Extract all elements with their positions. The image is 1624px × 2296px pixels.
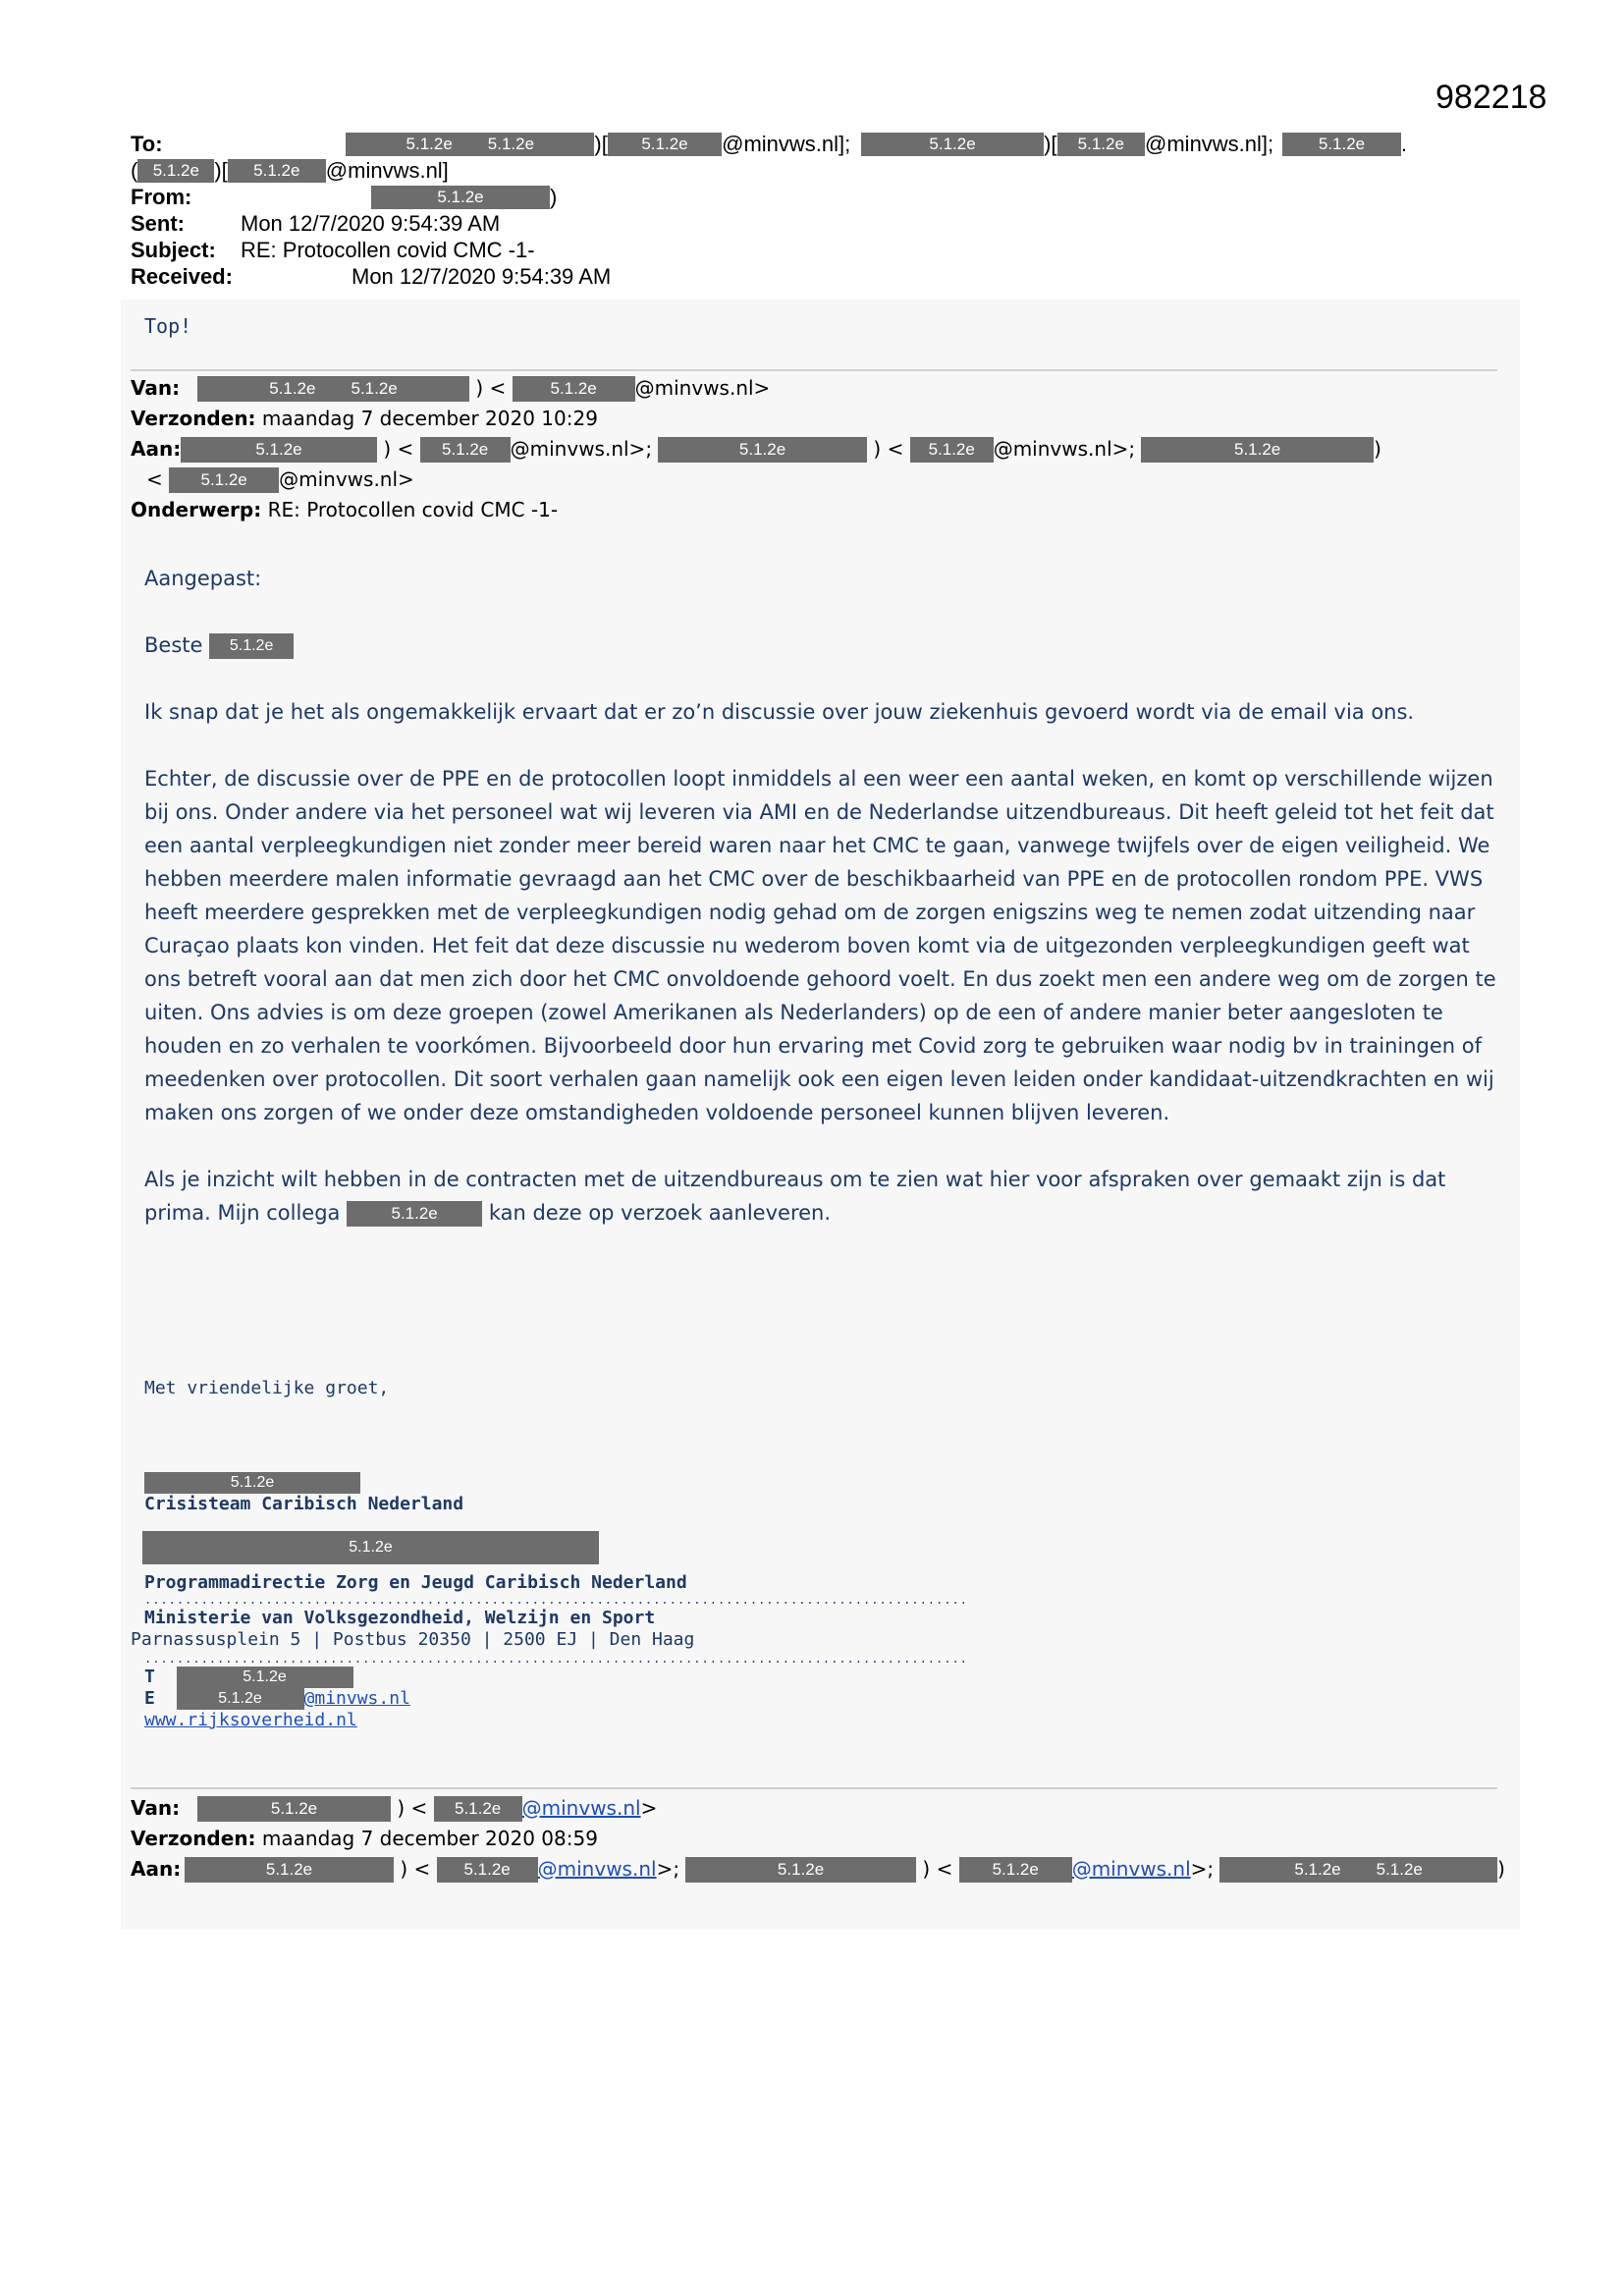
to-row-continued: ( 5.1.2e )[ 5.1.2e @minvws.nl]: [131, 158, 449, 183]
redaction-box: 5.1.2e 5.1.2e: [197, 376, 469, 402]
address: Parnassusplein 5 | Postbus 20350 | 2500 EJ | Den Haag: [131, 1629, 695, 1650]
email-domain: @minvws.nl];: [722, 132, 851, 156]
received-row: [131, 263, 1407, 290]
van-label: Van:: [131, 376, 181, 400]
email-domain: @minvws.nl>: [634, 376, 771, 400]
received-label: Received:: [131, 264, 233, 289]
document-number: 982218: [1435, 79, 1547, 116]
redaction-box: 5.1.2e: [181, 437, 377, 463]
subject-value: RE: Protocollen covid CMC -1-: [241, 238, 535, 262]
aan-row: Aan: 5.1.2e ) < 5.1.2e @minvws.nl >; 5.1.2e ) < 5.1.2e @minvws.nl >; 5.1.2e 5.1.2e ): [131, 1854, 1525, 1885]
from-row: From: 5.1.2e ): [131, 185, 558, 209]
sent-label: Sent:: [131, 211, 185, 236]
received-value: Mon 12/7/2020 9:54:39 AM: [352, 264, 612, 289]
subject-label: Subject:: [131, 238, 216, 262]
redaction-box: 5.1.2e: [177, 1688, 304, 1710]
van-label: Van:: [131, 1796, 181, 1820]
redaction-box: 5.1.2e: [608, 133, 722, 156]
divider: [131, 369, 1497, 371]
forward-header-2: [131, 1793, 1525, 1885]
directie-name: Programmadirectie Zorg en Jeugd Caribisch Nederland: [144, 1572, 687, 1593]
redaction-box: 5.1.2e: [137, 159, 214, 183]
email-domain: @minvws.nl>;: [510, 437, 653, 461]
forward-header-1: [131, 373, 1525, 525]
signature-block: Met vriendelijke groet, 5.1.2e Crisisteam Caribisch Nederland 5.1.2e Programmadirectie Zorg en Jeugd Caribisch Nederland ...................................................................................................... Ministerie van Volksgezondheid, Welzijn en Sport Parnassusplein 5 | Postbus 20350 | 2500 EJ | Den Haag ...................................................................................................... T 5.1.2e E 5.1.2e @minvws.nl www.rijksoverheid.nl: [131, 1378, 968, 1730]
aangepast-text: Aangepast:: [144, 567, 262, 590]
redaction-box: 5.1.2e 5.1.2e: [346, 133, 594, 156]
redaction-box: 5.1.2e: [1057, 133, 1145, 156]
redaction-box: 5.1.2e: [185, 1857, 394, 1883]
to-label: To:: [131, 132, 163, 156]
redaction-box: 5.1.2e: [144, 1472, 360, 1494]
email-link[interactable]: @minvws.nl: [521, 1796, 641, 1820]
redaction-box: 5.1.2e: [228, 159, 326, 183]
top-reply-text: Top!: [144, 314, 192, 338]
subject-row: [131, 237, 1407, 263]
verzonden-row: [131, 1824, 1525, 1854]
greeting: Beste 5.1.2e: [144, 629, 1509, 662]
email-domain: @minvws.nl];: [1145, 132, 1274, 156]
email-row: E 5.1.2e @minvws.nl: [144, 1688, 410, 1709]
email-link[interactable]: @minvws.nl: [303, 1688, 410, 1709]
website-link[interactable]: www.rijksoverheid.nl: [144, 1710, 357, 1730]
aan-row: Aan: 5.1.2e ) < 5.1.2e @minvws.nl>; 5.1.2e ) < 5.1.2e @minvws.nl>; 5.1.2e ): [131, 434, 1525, 465]
from-label: From:: [131, 185, 192, 209]
to-row: To: 5.1.2e 5.1.2e )[ 5.1.2e @minvws.nl]; 5.1.2e )[ 5.1.2e @minvws.nl]; 5.1.2e .: [131, 132, 1408, 156]
email-domain: @minvws.nl>: [279, 467, 414, 491]
email-link[interactable]: @minvws.nl: [537, 1857, 657, 1881]
redaction-box: 5.1.2e: [658, 437, 867, 463]
verzonden-value: maandag 7 december 2020 08:59: [261, 1827, 598, 1850]
redaction-box: 5.1.2e: [513, 376, 635, 402]
paragraph-2: Echter, de discussie over de PPE en de protocollen loopt inmiddels al een weer een aantal weken, en komt op verschillende wijzen bij ons. Onder andere via het personeel wat wij leveren via AMI en de Nederlandse uitzendbureaus. Dit heeft geleid tot het feit dat een aantal verpleegkundigen niet zonder meer bereid waren naar het CMC te gaan, vanwege twijfels over de eigen veiligheid. We hebben meerdere malen informatie gevraagd aan het CMC over de beschikbaarheid van PPE en de protocollen rondom PPE. VWS heeft meerdere gesprekken met de verpleegkundigen nodig gehad om de zorgen enigszins weg te nemen zodat uitzending naar Curaçao plaats kon vinden. Het feit dat deze discussie nu wederom boven komt via de uitgezonden verpleegkundigen geeft wat ons betreft vooral aan dat men zich door het CMC onvoldoende gehoord voelt. En dus zoekt men een andere weg om de zorgen te uiten. Ons advies is om deze groepen (zowel Amerikanen als Nederlanders) op de een of andere manier beter aangesloten te houden en zo verhalen te voorkómen. Bijvoorbeeld door hun ervaring met Covid zorg te gebruiken waar nodig bv in trainingen of meedenken over protocollen. Dit soort verhalen gaan namelijk ook een eigen leven leiden onder kandidaat-uitzendkrachten en wij maken ons zorgen of we onder deze omstandigheden voldoende personeel kunnen blijven leveren.: [144, 767, 1496, 1124]
verzonden-row: [131, 404, 1525, 434]
redaction-box: 5.1.2e: [910, 437, 994, 463]
redaction-box: 5.1.2e: [177, 1667, 353, 1688]
closing: Met vriendelijke groet,: [144, 1378, 390, 1398]
verzonden-label: Verzonden:: [131, 1827, 256, 1850]
email-link[interactable]: @minvws.nl: [1071, 1857, 1191, 1881]
paragraph-3: Als je inzicht wilt hebben in de contracten met de uitzendbureaus om te zien wat hier voor afspraken over gemaakt zijn is dat prima. Mijn collega 5.1.2e kan deze op verzoek aanleveren.: [144, 1168, 1446, 1225]
redaction-box: 5.1.2e: [861, 133, 1044, 156]
aan-label: Aan:: [131, 437, 182, 461]
redaction-box: 5.1.2e: [685, 1857, 916, 1883]
email-domain: @minvws.nl>;: [993, 437, 1136, 461]
sent-value: Mon 12/7/2020 9:54:39 AM: [241, 211, 501, 236]
divider: [131, 1787, 1497, 1789]
email-domain: @minvws.nl]: [325, 158, 449, 183]
verzonden-value: maandag 7 december 2020 10:29: [261, 407, 598, 430]
paragraph-1: Ik snap dat je het als ongemakkelijk ervaart dat er zo’n discussie over jouw ziekenhuis gevoerd wordt via de email via ons.: [144, 700, 1415, 724]
redaction-box: 5.1.2e: [420, 437, 511, 463]
redaction-box: 5.1.2e: [371, 186, 550, 209]
outer-email-header: [131, 131, 1407, 290]
phone-row: T 5.1.2e: [144, 1667, 832, 1688]
ministerie-name: Ministerie van Volksgezondheid, Welzijn en Sport: [144, 1608, 656, 1628]
van-row: Van: 5.1.2e 5.1.2e ) < 5.1.2e @minvws.nl>: [131, 373, 1525, 404]
onderwerp-label: Onderwerp:: [131, 498, 262, 521]
redaction-box: 5.1.2e: [142, 1531, 599, 1564]
onderwerp-value: RE: Protocollen covid CMC -1-: [267, 498, 559, 521]
van-row: Van: 5.1.2e ) < 5.1.2e @minvws.nl >: [131, 1793, 1525, 1824]
redaction-box: 5.1.2e: [437, 1857, 538, 1883]
message-body: [144, 562, 1509, 1263]
aan-label: Aan:: [131, 1857, 182, 1881]
onderwerp-row: [131, 495, 1525, 525]
sent-row: [131, 210, 1407, 237]
redaction-box: 5.1.2e: [347, 1201, 482, 1227]
redaction-box: 5.1.2e: [197, 1796, 391, 1822]
redaction-box: 5.1.2e 5.1.2e: [1219, 1857, 1497, 1883]
redaction-box: 5.1.2e: [434, 1796, 522, 1822]
aan-row-continued: < 5.1.2e @minvws.nl>: [131, 465, 1525, 495]
redaction-box: 5.1.2e: [169, 467, 279, 493]
redaction-box: 5.1.2e: [209, 633, 294, 659]
verzonden-label: Verzonden:: [131, 407, 256, 430]
redaction-box: 5.1.2e: [1141, 437, 1374, 463]
redaction-box: 5.1.2e: [1282, 133, 1401, 156]
redaction-box: 5.1.2e: [959, 1857, 1072, 1883]
team-name: Crisisteam Caribisch Nederland: [144, 1494, 464, 1514]
